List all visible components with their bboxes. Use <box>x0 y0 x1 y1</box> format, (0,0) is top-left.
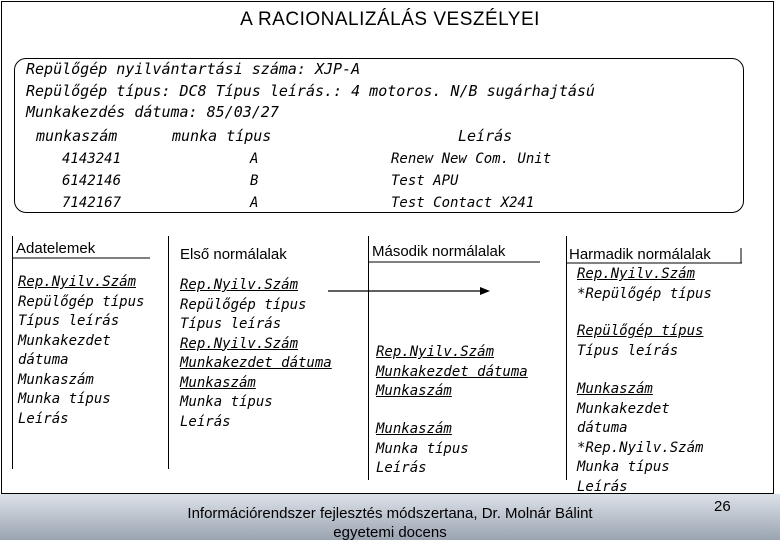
table-cell: Test APU <box>391 173 459 189</box>
list-item: Munkaszám <box>376 421 452 437</box>
list-item: Típus leírás <box>577 342 679 359</box>
list-item: Munkakezdet <box>577 400 670 417</box>
list-adatelemek <box>18 273 144 429</box>
list-item: Leírás <box>18 410 69 427</box>
list-item: Repülőgép típus <box>577 323 704 339</box>
list-item: Munkakezdet dátuma <box>180 355 332 371</box>
table-cell: Test Contact X241 <box>391 195 535 211</box>
list-item: Típus leírás <box>180 316 282 332</box>
list-item: Leírás <box>376 460 427 476</box>
list-item: Munka típus <box>376 440 469 457</box>
list-item: Munka típus <box>180 394 273 410</box>
list-item: Munkaszám <box>18 371 94 388</box>
page-number: 26 <box>714 498 731 515</box>
table-cell: A <box>250 151 259 167</box>
list-item: Repülőgép típus <box>180 296 307 313</box>
list-item: *Repülőgép típus <box>577 285 712 302</box>
list-item: Rep.Nyilv.Szám <box>577 266 696 282</box>
footer-credit-line2: egyetemi docens <box>333 524 447 541</box>
list-item: Munka típus <box>18 391 111 407</box>
list-item: Munkaszám <box>180 374 256 391</box>
col-header-leiras: Leírás <box>458 127 513 145</box>
list-item: *Rep.Nyilv.Szám <box>577 439 704 456</box>
arrow-head <box>480 287 490 295</box>
list-masodik-group2 <box>376 420 469 479</box>
list-item: Repülőgép típus <box>18 293 145 310</box>
heading-harmadik-normalalak: Harmadik normálalak <box>569 246 711 263</box>
list-item: Munkaszám <box>376 383 452 399</box>
slide-title: A RACIONALIZÁLÁS VESZÉLYEI <box>240 9 540 30</box>
table-cell: B <box>250 173 259 189</box>
heading-masodik-normalalak: Második normálalak <box>372 243 506 260</box>
heading-elso-normalalak: Első normálalak <box>180 246 287 263</box>
table-cell: 4143241 <box>62 151 122 167</box>
col-header-munka-tipus: munka típus <box>172 127 272 145</box>
list-item: Leírás <box>180 413 231 430</box>
table-cell: 6142146 <box>62 173 122 189</box>
list-item: Munkakezdet <box>18 332 111 349</box>
list-item: dátuma <box>18 352 69 368</box>
list-masodik-group1 <box>376 343 528 402</box>
list-item: Rep.Nyilv.Szám <box>180 277 299 293</box>
footer-credit <box>0 504 780 542</box>
list-item: Leírás <box>577 478 628 495</box>
list-elso-normalalak <box>180 276 332 432</box>
list-item: Típus leírás <box>18 313 120 329</box>
list-item: dátuma <box>577 420 628 436</box>
list-harmadik-group3 <box>577 380 703 497</box>
info-line-type: Repülőgép típus: DC8 Típus leírás.: 4 motoros. N/B sugárhajtású <box>26 82 595 100</box>
table-cell: 7142167 <box>62 195 122 211</box>
heading-adatelemek: Adatelemek <box>16 240 96 257</box>
footer-credit-line1: Információrendszer fejlesztés módszertana, Dr. Molnár Bálint <box>187 505 593 522</box>
list-item: Munka típus <box>577 459 670 475</box>
list-item: Munkakezdet dátuma <box>376 363 528 380</box>
list-item: Rep.Nyilv.Szám <box>18 274 137 290</box>
list-harmadik-group1 <box>577 265 712 304</box>
list-item: Rep.Nyilv.Szám <box>376 344 495 360</box>
info-line-start-date: Munkakezdés dátuma: 85/03/27 <box>26 103 279 121</box>
info-line-registration: Repülőgép nyilvántartási száma: XJP-A <box>26 60 361 78</box>
col-header-munkaszam: munkaszám <box>36 127 118 145</box>
list-item: Rep.Nyilv.Szám <box>180 335 299 352</box>
table-cell: A <box>250 195 259 211</box>
list-item: Munkaszám <box>577 381 653 397</box>
table-cell: Renew New Com. Unit <box>391 151 552 167</box>
list-harmadik-group2 <box>577 322 703 361</box>
